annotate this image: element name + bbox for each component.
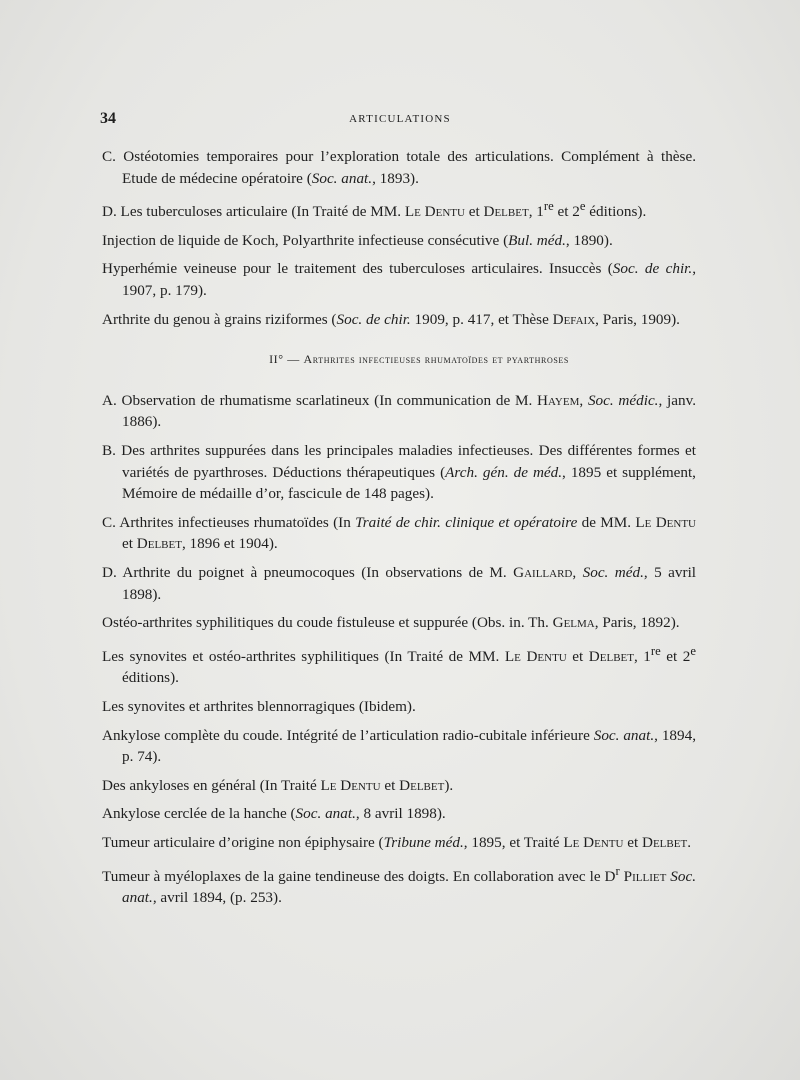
entry-ankylose-hanche: Ankylose cerclée de la hanche (Soc. anat., 8 avril 1898). [102, 805, 446, 823]
entry-synovites-blennorragiques: Les synovites et arthrites blennorragiques (Ibidem). [102, 698, 416, 715]
entry-arthrite-genou: Arthrite du genou à grains riziformes (Soc. de chir. 1909, p. 417, et Thèse Defaix, Paris, 1909). [102, 310, 680, 328]
section-heading: II° — Arthrites infectieuses rhumatoïdes et pyarthroses [269, 352, 569, 367]
entry-ankyloses-general: Des ankyloses en général (In Traité Le Dentu et Delbet). [102, 776, 454, 794]
entry-hyperhemie-veineuse: Hyperhémie veineuse pour le traitement des tuberculoses articulaires. Insuccès (Soc. de chir., 1907, p. 179). [102, 260, 697, 300]
entry-arthrites-suppurees: B. Des arthrites suppurées dans les principales maladies infectieuses. Des différentes formes et variétés de pyarthroses. Déductions thérapeutiques (Arch. gén. de méd., 1895 et supplément, Mémoire de médaille d’or, fascicule de 148 pages). [102, 442, 696, 503]
entry-injection-koch: Injection de liquide de Koch, Polyarthrite infectieuse consécutive (Bul. méd., 1890). [102, 231, 613, 249]
entry-ankylose-coude: Ankylose complète du coude. Intégrité de l’articulation radio-cubitale inférieure Soc. anat., 1894, p. 74). [102, 726, 696, 766]
page-header [100, 110, 700, 130]
entry-tumeur-articulaire: Tumeur articulaire d’origine non épiphysaire (Tribune méd., 1895, et Traité Le Dentu et Delbet. [102, 833, 691, 851]
entry-tuberculoses-articulaire: D. Les tuberculoses articulaire (In Traité de MM. Le Dentu et Delbet, 1re et 2e éditions). [102, 199, 647, 221]
entry-tumeur-myeloplaxes: Tumeur à myéloplaxes de la gaine tendineuse des doigts. En collaboration avec le $D^r$ Pilliet Soc. anat., avril 1894, (p. 253). [102, 863, 696, 907]
entry-osteotomies: C. Ostéotomies temporaires pour l’exploration totale des articulations. Complément à thèse. Etude de médecine opératoire (Soc. anat., 1893). [102, 148, 696, 187]
entry-arthrites-rhumatoides: C. Arthrites infectieuses rhumatoïdes (In Traité de chir. clinique et opératoire de MM. Le Dentu et Delbet, 1896 et 1904). [102, 513, 696, 553]
entry-rhumatisme-scarlatineux: A. Observation de rhumatisme scarlatineux (In communication de M. Hayem, Soc. médic., janv. 1886). [102, 391, 696, 431]
entry-synovites-syphilitiques: Les synovites et ostéo-arthrites syphilitiques (In Traité de MM. Le Dentu et Delbet, 1re et 2e éditions). [102, 643, 697, 687]
page-number: 34 [100, 110, 116, 127]
page-body [102, 146, 696, 916]
running-title: ARTICULATIONS [349, 113, 451, 125]
entry-osteo-arthrites-coude: Ostéo-arthrites syphilitiques du coude fistuleuse et suppurée (Obs. in. Th. Gelma, Paris, 1892). [102, 614, 680, 632]
entry-arthrite-poignet: D. Arthrite du poignet à pneumocoques (In observations de M. Gaillard, Soc. méd., 5 avril 1898). [102, 563, 697, 603]
